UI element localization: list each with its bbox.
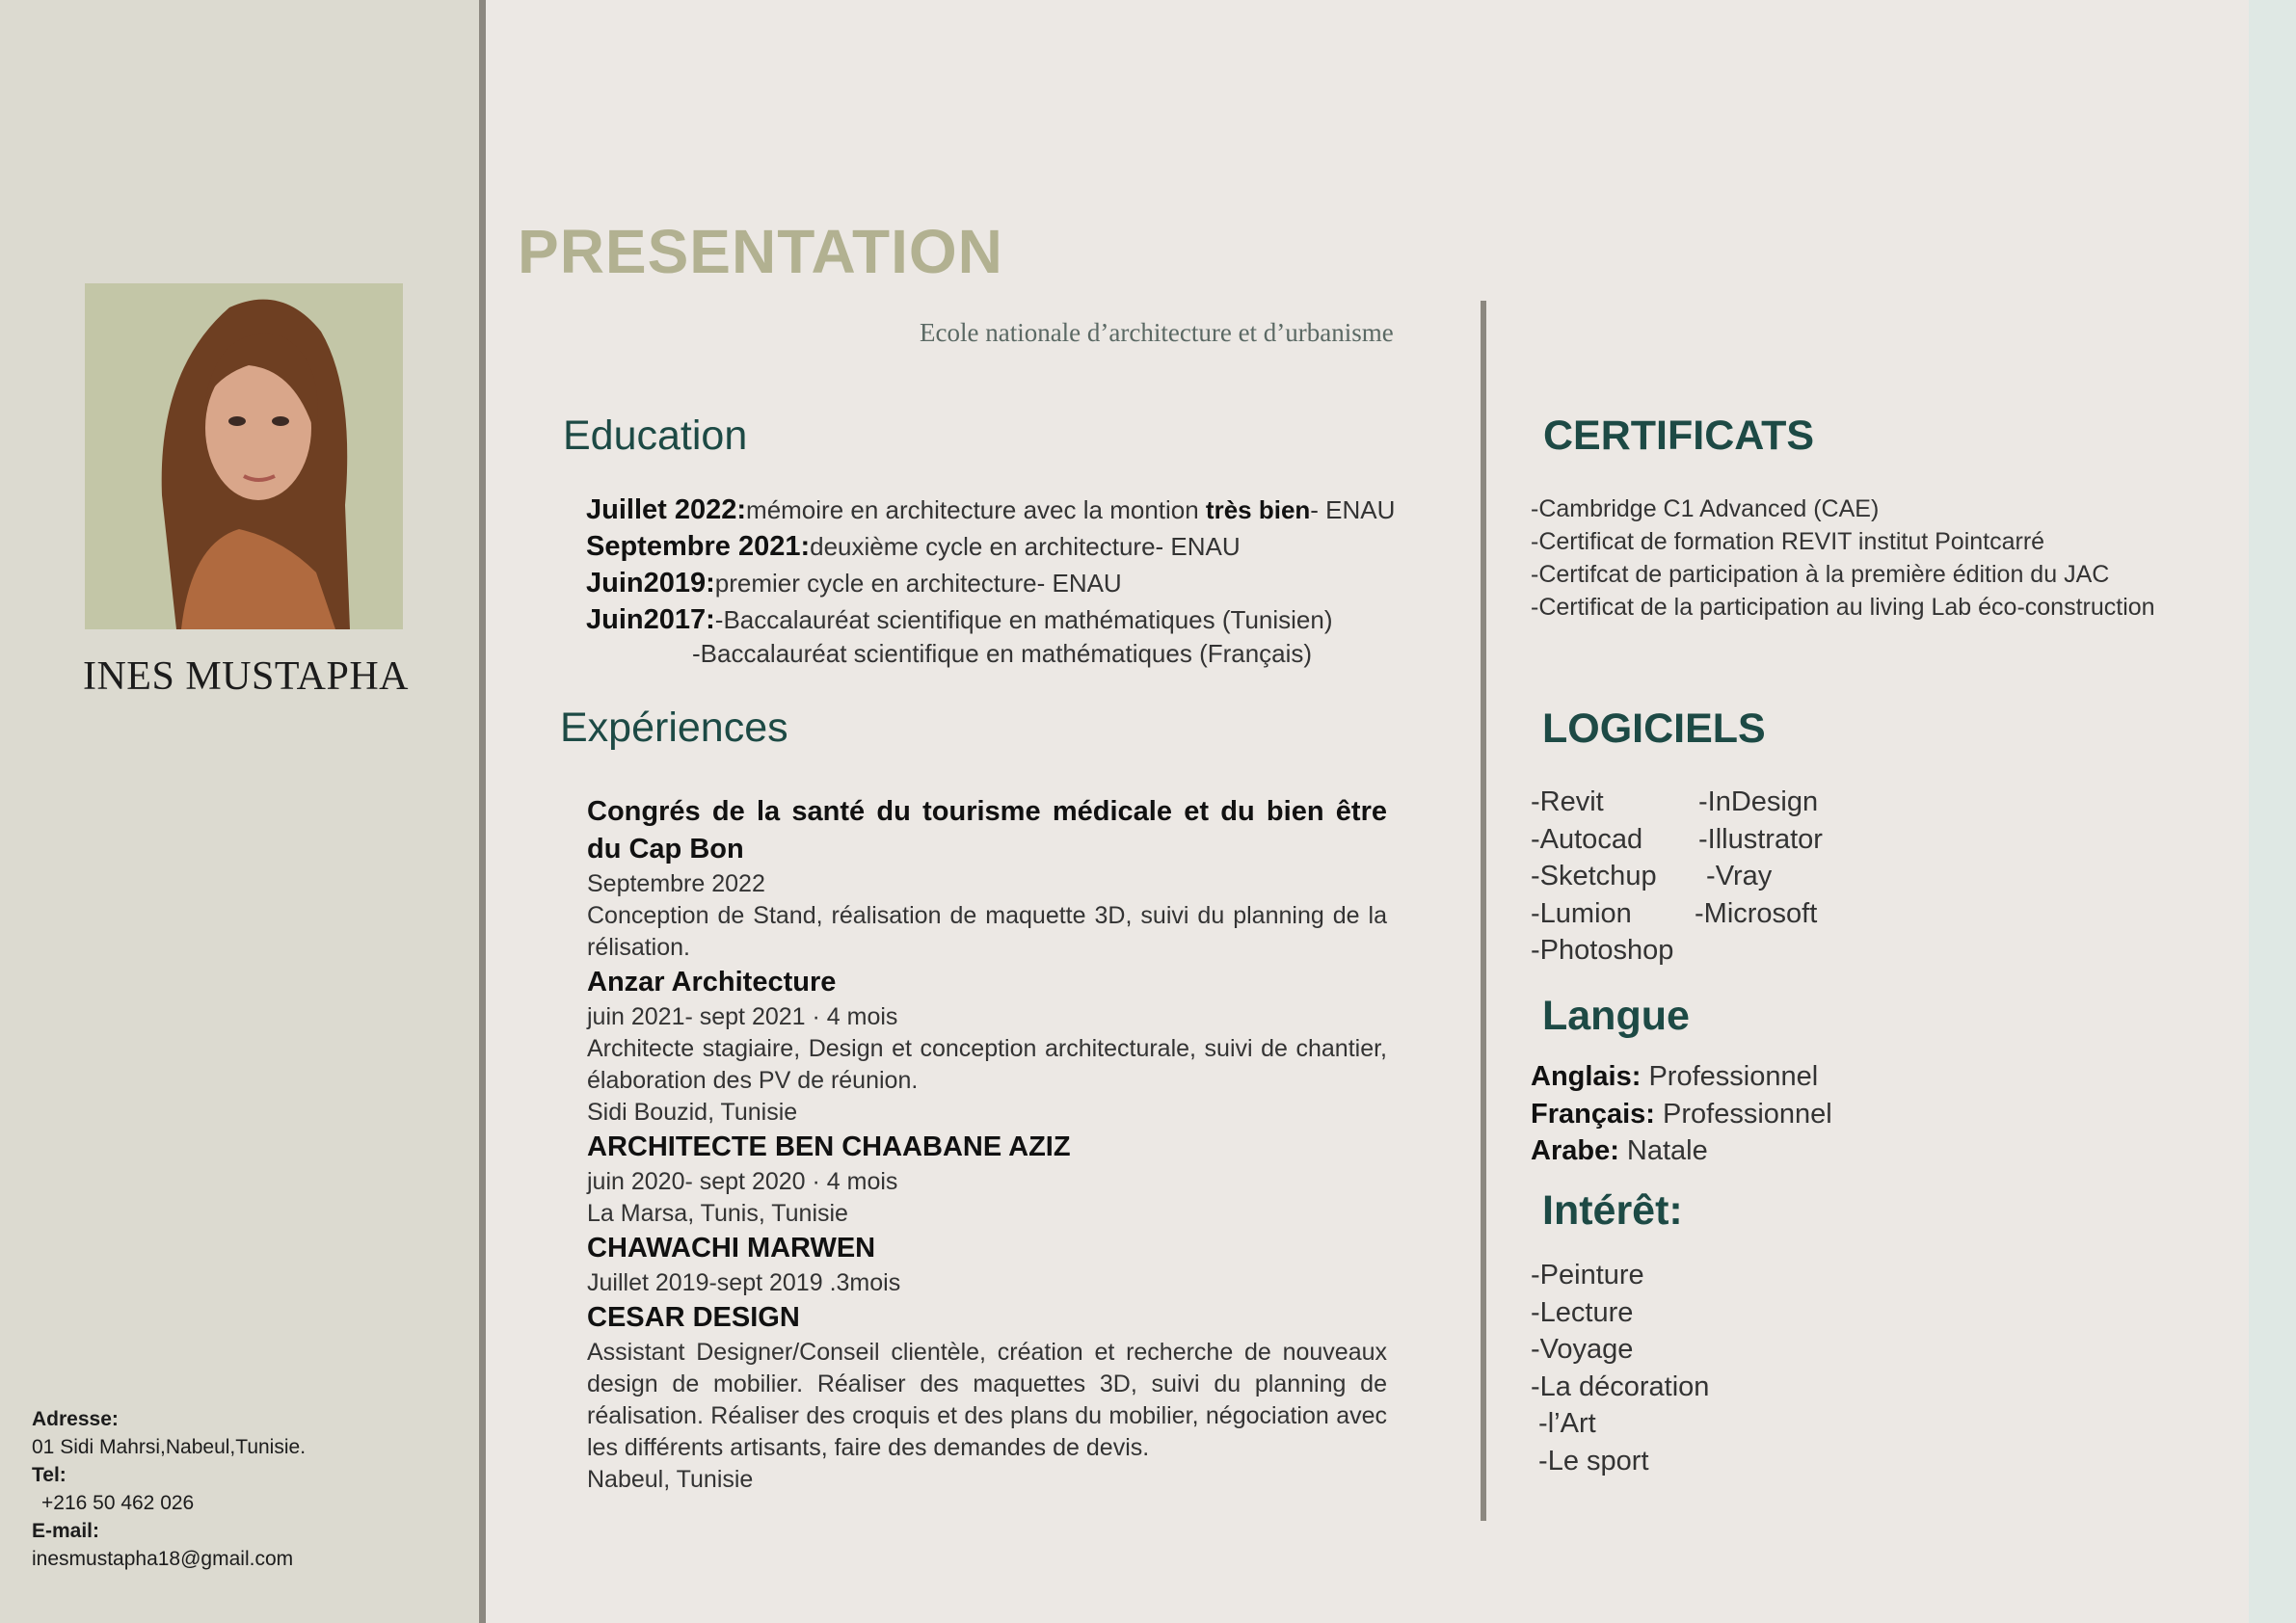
- experience-description: Assistant Designer/Conseil clientèle, création et recherche de nouveaux design de mobilier. Réaliser des maquettes 3D, suivi du planning de réalisation. Réaliser des croquis et des plans du mobilier, négociation avec les différents artisants, faire des demandes de devis.: [587, 1339, 1387, 1461]
- experience-date: juin 2021- sept 2021 · 4 mois: [587, 1003, 898, 1030]
- interest-item: -Lecture: [1531, 1296, 1634, 1328]
- certificat-item: -Cambridge C1 Advanced (CAE): [1531, 495, 1880, 522]
- page-title: PRESENTATION: [518, 217, 1003, 286]
- interest-item: -l’Art: [1531, 1408, 1596, 1439]
- langue-heading: Langue: [1542, 993, 1690, 1039]
- education-list: [586, 492, 1395, 669]
- software-item: -Autocad: [1531, 823, 1643, 855]
- experience-date: Juillet 2019-sept 2019 .3mois: [587, 1269, 901, 1296]
- education-text: premier cycle en architecture- ENAU: [714, 569, 1122, 598]
- langue-list: [1531, 1058, 1832, 1170]
- experiences-heading: Expériences: [560, 705, 788, 751]
- language-item: [1531, 1132, 1832, 1170]
- experience-place: Nabeul, Tunisie: [587, 1466, 754, 1493]
- address-label: Adresse:: [32, 1408, 119, 1430]
- experience-title: ARCHITECTE BEN CHAABANE AZIZ: [587, 1131, 1071, 1162]
- education-text: mémoire en architecture avec la montion: [746, 495, 1206, 524]
- experience-place: Sidi Bouzid, Tunisie: [587, 1099, 798, 1126]
- interest-item: -Peinture: [1531, 1260, 1644, 1290]
- education-date: Septembre 2021:: [586, 531, 811, 562]
- education-item: [586, 492, 1395, 528]
- sidebar-divider: [479, 0, 486, 1623]
- education-date: Juin2019:: [586, 568, 715, 599]
- interet-heading: Intérêt:: [1542, 1187, 1683, 1234]
- education-item: [586, 565, 1395, 601]
- address-value: 01 Sidi Mahrsi,Nabeul,Tunisie.: [32, 1436, 307, 1458]
- education-item: [586, 528, 1395, 565]
- language-name: Français:: [1531, 1098, 1655, 1130]
- software-item: -Photoshop: [1531, 935, 1674, 966]
- experience-date: juin 2020- sept 2020 · 4 mois: [587, 1168, 898, 1195]
- interest-item: -La décoration: [1531, 1370, 1710, 1402]
- education-text: -Baccalauréat scientifique en mathématiques (Tunisien): [714, 605, 1333, 634]
- experience-date: Septembre 2022: [587, 870, 765, 897]
- education-honor: très bien: [1205, 495, 1311, 524]
- person-name: INES MUSTAPHA: [82, 654, 409, 699]
- logiciels-heading: LOGICIELS: [1542, 705, 1766, 752]
- contact-block: [32, 1405, 306, 1573]
- school-name: Ecole nationale d’architecture et d’urbanisme: [920, 318, 1394, 347]
- software-item: -InDesign: [1698, 786, 1819, 817]
- software-item: -Illustrator: [1698, 823, 1823, 855]
- certificats-list: [1531, 492, 2155, 624]
- language-level: Professionnel: [1654, 1098, 1832, 1130]
- software-item: -Revit: [1531, 786, 1604, 817]
- interest-item: -Voyage: [1531, 1334, 1634, 1365]
- language-item: [1531, 1096, 1832, 1133]
- certificats-heading: CERTIFICATS: [1543, 412, 1815, 459]
- email-label: E-mail:: [32, 1520, 100, 1542]
- language-level: Natale: [1618, 1135, 1708, 1166]
- education-item: [586, 638, 1395, 669]
- tel-value: +216 50 462 026: [41, 1492, 195, 1514]
- column-divider: [1481, 301, 1486, 1521]
- education-text: deuxième cycle en architecture- ENAU: [810, 532, 1241, 561]
- education-item: [586, 601, 1395, 638]
- software-item: -Lumion: [1531, 897, 1632, 929]
- certificat-item: -Certifcat de participation à la première édition du JAC: [1531, 561, 2110, 588]
- experience-description: Architecte stagiaire, Design et conception architecturale, suivi de chantier, élaboration des PV de réunion.: [587, 1035, 1387, 1094]
- logiciels-col-2: [1695, 784, 1823, 932]
- education-suffix: - ENAU: [1310, 495, 1396, 524]
- education-text: -Baccalauréat scientifique en mathématiques (Français): [692, 639, 1313, 668]
- logiciels-col-1: [1531, 784, 1673, 970]
- experience-title: Congrés de la santé du tourisme médicale et du bien être du Cap Bon: [587, 796, 1387, 865]
- experience-description: Conception de Stand, réalisation de maquette 3D, suivi du planning de la rélisation.: [587, 902, 1387, 961]
- language-name: Arabe:: [1531, 1135, 1619, 1166]
- education-date: Juin2017:: [586, 604, 715, 635]
- email-value: inesmustapha18@gmail.com: [32, 1548, 294, 1570]
- language-name: Anglais:: [1531, 1061, 1642, 1092]
- tel-label: Tel:: [32, 1464, 67, 1486]
- experience-title: CESAR DESIGN: [587, 1302, 800, 1333]
- language-level: Professionnel: [1641, 1061, 1819, 1092]
- right-edge-strip: [2249, 0, 2296, 1623]
- profile-photo: [85, 283, 403, 629]
- interet-list: [1531, 1257, 1709, 1479]
- certificat-item: -Certificat de la participation au living Lab éco-construction: [1531, 594, 2155, 621]
- software-item: -Vray: [1698, 861, 1773, 891]
- interest-item: -Le sport: [1531, 1445, 1649, 1477]
- education-heading: Education: [563, 412, 748, 459]
- experiences-list: [587, 793, 1387, 1496]
- experience-title: Anzar Architecture: [587, 967, 837, 998]
- education-date: Juillet 2022:: [586, 494, 747, 525]
- software-item: -Microsoft: [1695, 897, 1818, 929]
- certificat-item: -Certificat de formation REVIT institut Pointcarré: [1531, 528, 2045, 555]
- language-item: [1531, 1058, 1832, 1096]
- sidebar: [0, 0, 479, 1623]
- software-item: -Sketchup: [1531, 861, 1657, 891]
- experience-place: La Marsa, Tunis, Tunisie: [587, 1200, 848, 1227]
- experience-title: CHAWACHI MARWEN: [587, 1233, 876, 1264]
